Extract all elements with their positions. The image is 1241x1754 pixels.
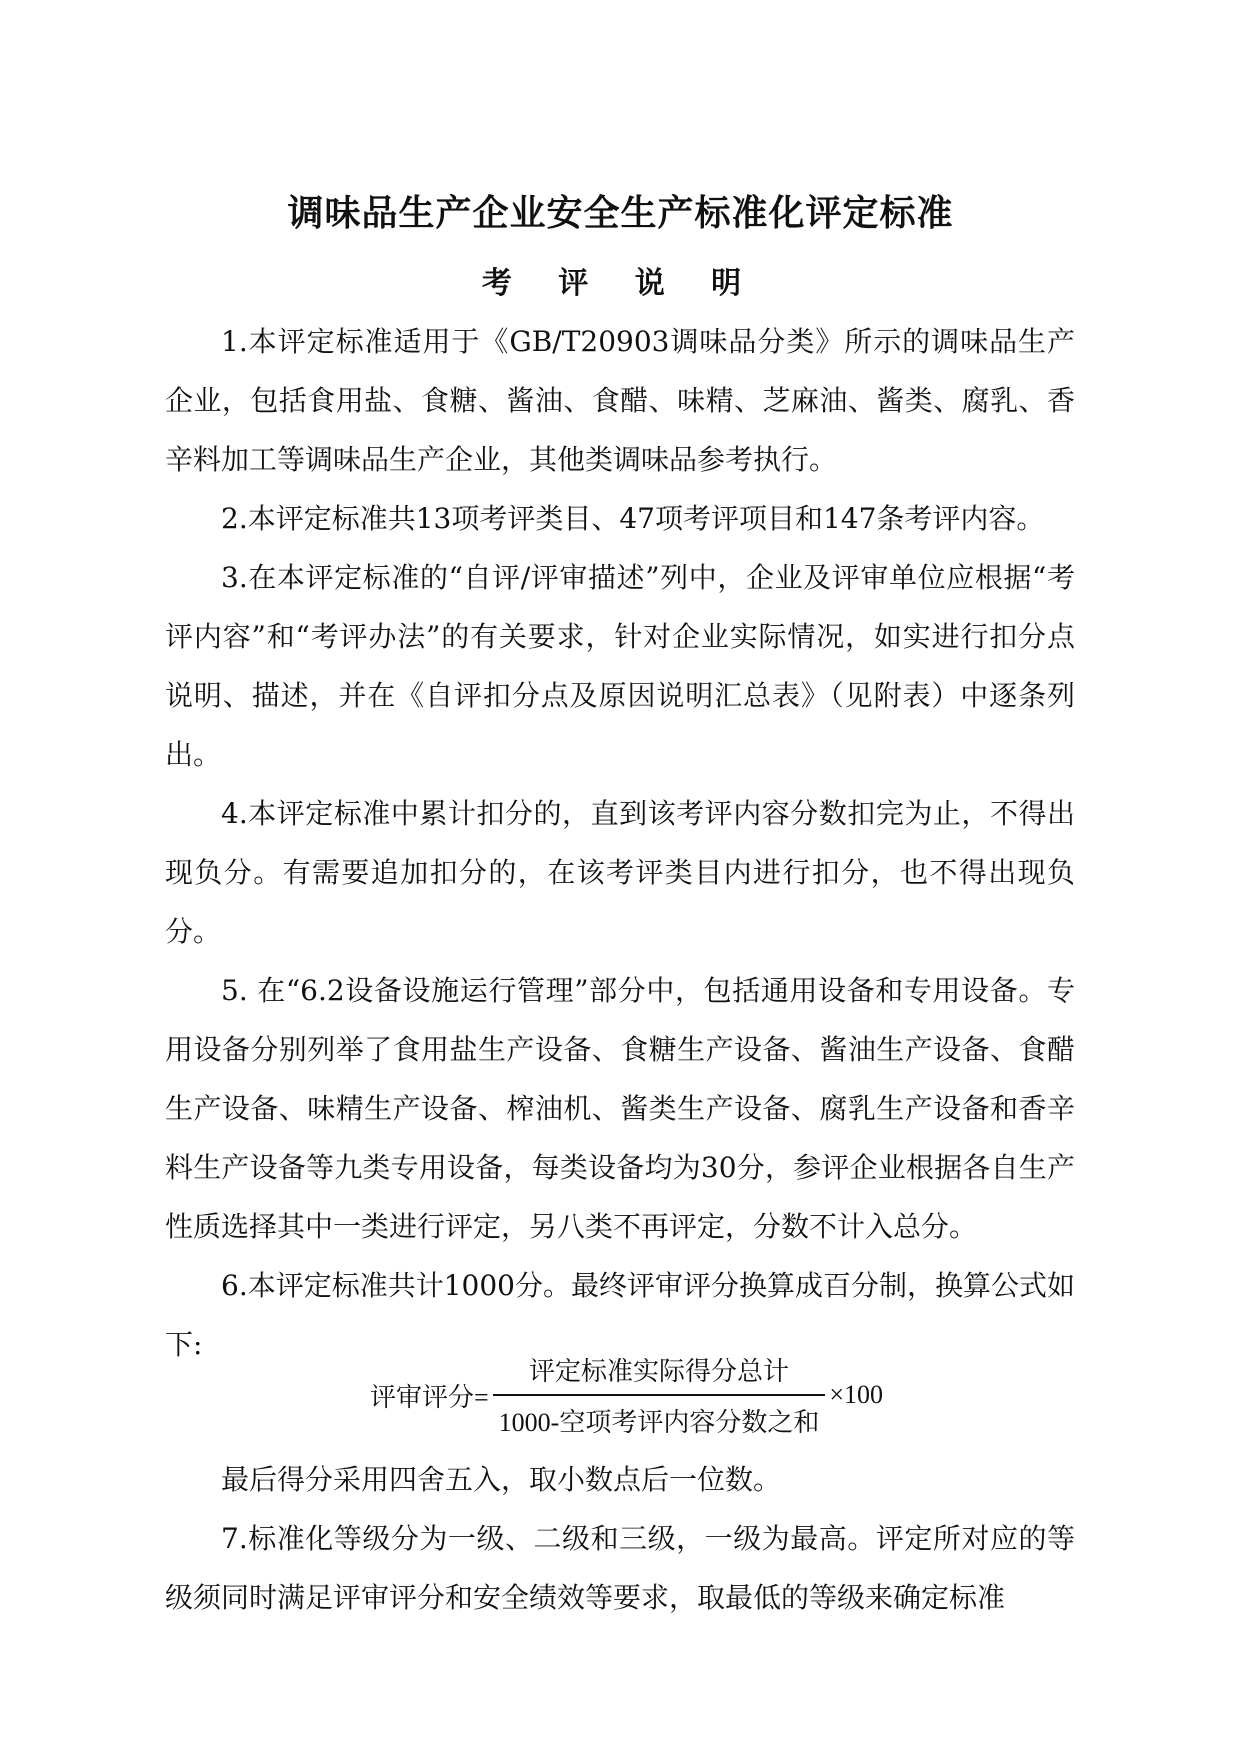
document-subtitle: 考 评 说 明 [481, 266, 760, 301]
document-body [165, 312, 1075, 1374]
paragraph-6: 6.本评定标准共计1000分。最终评审评分换算成百分制，换算公式如下: [165, 1269, 1075, 1361]
document-title: 调味品生产企业安全生产标准化评定标准 [287, 192, 954, 234]
paragraph-1: 1.本评定标准适用于《GB/T20903调味品分类》所示的调味品生产企业，包括食用盐、食糖、酱油、食醋、味精、芝麻油、酱类、腐乳、香辛料加工等调味品生产企业，其他类调味品参考执行。 [165, 325, 1075, 476]
paragraph-7: 7.标准化等级分为一级、二级和三级，一级为最高。评定所对应的等级须同时满足评审评分和安全绩效等要求，取最低的等级来确定标准 [165, 1522, 1075, 1614]
paragraph-3: 3.在本评定标准的“自评/评审描述”列中，企业及评审单位应根据“考评内容”和“考评办法”的有关要求，针对企业实际情况，如实进行扣分点说明、描述，并在《自评扣分点及原因说明汇总表》（见附表）中逐条列出。 [165, 561, 1075, 771]
paragraph-2: 2.本评定标准共13项考评类目、47项考评项目和147条考评内容。 [221, 502, 1045, 535]
formula-numerator: 评定标准实际得分总计 [529, 1357, 790, 1386]
formula-denominator: 1000-空项考评内容分数之和 [498, 1408, 820, 1437]
formula-lhs: 评审评分= [370, 1382, 489, 1412]
document-body-continued [165, 1450, 1075, 1627]
formula-multiplier: ×100 [829, 1380, 884, 1409]
paragraph-5: 5. 在“6.2设备设施运行管理”部分中，包括通用设备和专用设备。专用设备分别列举了食用盐生产设备、食糖生产设备、酱油生产设备、食醋生产设备、味精生产设备、榨油机、酱类生产设备、腐乳生产设备和香辛料生产设备等九类专用设备，每类设备均为30分，参评企业根据各自生产性质选择其中一类进行评定，另八类不再评定，分数不计入总分。 [165, 974, 1075, 1243]
paragraph-rounding: 最后得分采用四舍五入，取小数点后一位数。 [221, 1463, 782, 1496]
paragraph-4: 4.本评定标准中累计扣分的，直到该考评内容分数扣完为止，不得出现负分。有需要追加扣分的，在该考评类目内进行扣分，也不得出现负分。 [165, 797, 1075, 948]
formula-fraction [493, 1351, 826, 1439]
score-formula [370, 1335, 883, 1455]
